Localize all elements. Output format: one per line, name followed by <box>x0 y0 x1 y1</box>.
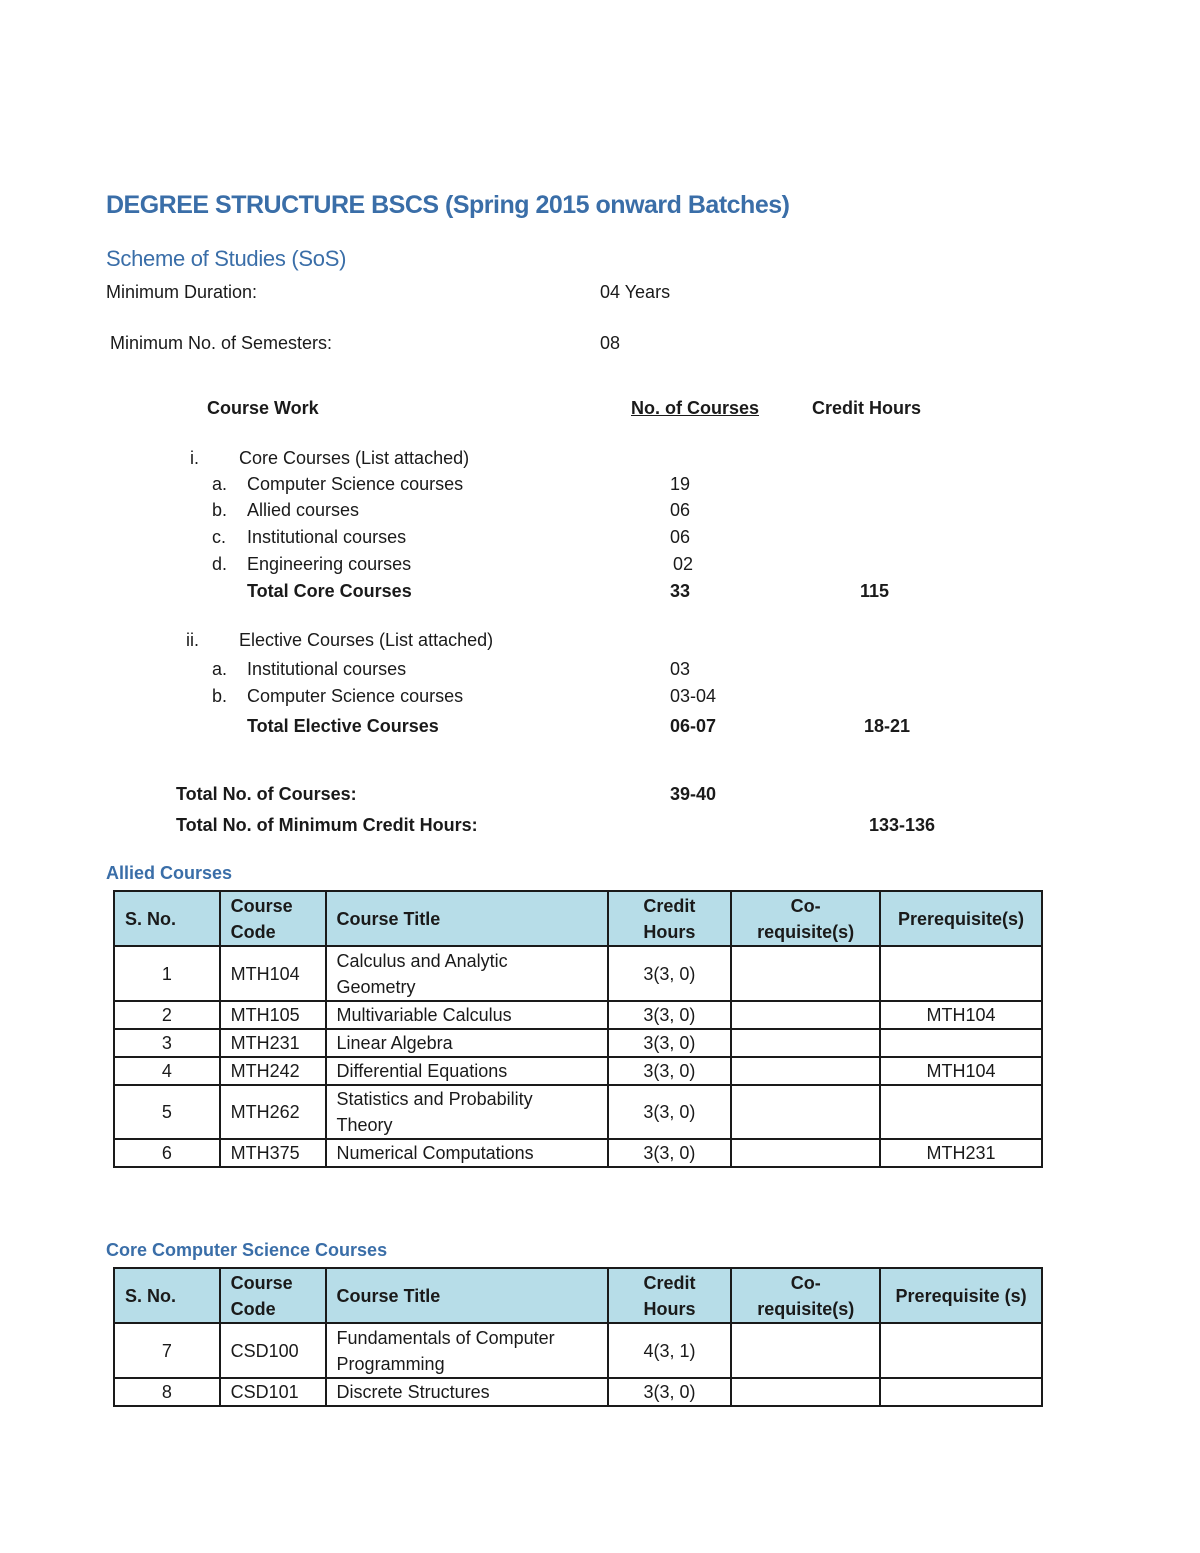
header-course-code: Course Code <box>220 891 326 946</box>
table-row <box>114 946 1042 1001</box>
table-row <box>114 1378 1042 1406</box>
list-item-count: 06 <box>670 527 691 547</box>
cell-title: Numerical Computations <box>326 1139 608 1167</box>
cell-credit: 3(3, 0) <box>608 946 732 1001</box>
list-item-letter: b. <box>212 686 228 706</box>
table-row <box>114 1085 1042 1139</box>
list-item-count: 03 <box>670 659 691 679</box>
list-item-name: Allied courses <box>247 500 360 520</box>
core-cs-section-title: Core Computer Science Courses <box>106 1240 388 1260</box>
list-item-letter: a. <box>212 474 228 494</box>
cell-code: MTH105 <box>220 1001 326 1029</box>
cell-coreq <box>731 1001 880 1029</box>
cell-prereq <box>880 946 1042 1001</box>
header-credit-hours: Credit Hours <box>608 891 732 946</box>
page-subtitle: Scheme of Studies (SoS) <box>106 246 347 271</box>
cell-prereq <box>880 1085 1042 1139</box>
total-courses-label: Total No. of Courses: <box>176 784 357 804</box>
cell-sno: 8 <box>114 1378 220 1406</box>
cell-prereq: MTH231 <box>880 1139 1042 1167</box>
header-course-title: Course Title <box>326 891 608 946</box>
table-row <box>114 1001 1042 1029</box>
total-courses-value: 39-40 <box>670 784 717 804</box>
cell-prereq <box>880 1029 1042 1057</box>
header-prerequisites: Prerequisite (s) <box>880 1268 1042 1323</box>
cell-title: Multivariable Calculus <box>326 1001 608 1029</box>
list-item-name: Institutional courses <box>247 527 407 547</box>
courses-count-header: No. of Courses <box>631 398 760 418</box>
list-item-count: 03-04 <box>670 686 717 706</box>
cell-credit: 4(3, 1) <box>608 1323 732 1378</box>
table-header-row <box>114 891 1042 946</box>
table-row <box>114 1029 1042 1057</box>
list-item-letter: b. <box>212 500 228 520</box>
header-prerequisites: Prerequisite(s) <box>880 891 1042 946</box>
cell-coreq <box>731 1057 880 1085</box>
allied-section-title: Allied Courses <box>106 863 233 883</box>
list-item-name: Computer Science courses <box>247 474 464 494</box>
cell-prereq: MTH104 <box>880 1057 1042 1085</box>
cell-sno: 4 <box>114 1057 220 1085</box>
cell-title: Calculus and Analytic Geometry <box>326 946 608 1001</box>
list-item-count: 19 <box>670 474 691 494</box>
min-duration-label: Minimum Duration: <box>106 282 258 302</box>
list-item-name: Institutional courses <box>247 659 407 679</box>
cell-title: Discrete Structures <box>326 1378 608 1406</box>
cell-coreq <box>731 946 880 1001</box>
min-semesters-label: Minimum No. of Semesters: <box>110 333 333 353</box>
core-cs-courses-table <box>113 1267 1043 1407</box>
cell-sno: 6 <box>114 1139 220 1167</box>
total-credits-label: Total No. of Minimum Credit Hours: <box>176 815 478 835</box>
cell-sno: 7 <box>114 1323 220 1378</box>
cell-title: Fundamentals of Computer Programming <box>326 1323 608 1378</box>
table-header-row <box>114 1268 1042 1323</box>
total-core-label: Total Core Courses <box>247 581 412 601</box>
total-credits-value: 133-136 <box>869 815 936 835</box>
list-item-name: Computer Science courses <box>247 686 464 706</box>
cell-code: MTH242 <box>220 1057 326 1085</box>
header-corequisites: Co- requisite(s) <box>731 1268 880 1323</box>
list-item-letter: d. <box>212 554 228 574</box>
header-course-title: Course Title <box>326 1268 608 1323</box>
cell-title: Differential Equations <box>326 1057 608 1085</box>
cell-prereq <box>880 1323 1042 1378</box>
credit-hours-header: Credit Hours <box>812 398 922 418</box>
table-row <box>114 1323 1042 1378</box>
elective-courses-title: Elective Courses (List attached) <box>239 630 494 650</box>
list-item-count: 02 <box>673 554 694 574</box>
cell-prereq <box>880 1378 1042 1406</box>
header-course-code: Course Code <box>220 1268 326 1323</box>
cell-credit: 3(3, 0) <box>608 1057 732 1085</box>
header-corequisites: Co- requisite(s) <box>731 891 880 946</box>
cell-code: MTH104 <box>220 946 326 1001</box>
total-elective-label: Total Elective Courses <box>247 716 439 736</box>
list-item-letter: a. <box>212 659 228 679</box>
cell-code: MTH231 <box>220 1029 326 1057</box>
cell-coreq <box>731 1029 880 1057</box>
cell-credit: 3(3, 0) <box>608 1085 732 1139</box>
elective-numeral: ii. <box>186 630 199 650</box>
list-item-count: 06 <box>670 500 691 520</box>
cell-sno: 2 <box>114 1001 220 1029</box>
cell-coreq <box>731 1378 880 1406</box>
cell-code: MTH375 <box>220 1139 326 1167</box>
cell-title: Statistics and Probability Theory <box>326 1085 608 1139</box>
cell-coreq <box>731 1139 880 1167</box>
core-numeral: i. <box>190 448 199 468</box>
cell-sno: 5 <box>114 1085 220 1139</box>
cell-title: Linear Algebra <box>326 1029 608 1057</box>
cell-code: CSD100 <box>220 1323 326 1378</box>
min-duration-value: 04 Years <box>600 282 671 302</box>
header-sno: S. No. <box>114 1268 220 1323</box>
cell-prereq: MTH104 <box>880 1001 1042 1029</box>
cell-coreq <box>731 1323 880 1378</box>
total-elective-credits: 18-21 <box>864 716 911 736</box>
cell-sno: 3 <box>114 1029 220 1057</box>
header-credit-hours: Credit Hours <box>608 1268 732 1323</box>
cell-code: MTH262 <box>220 1085 326 1139</box>
cell-credit: 3(3, 0) <box>608 1378 732 1406</box>
cell-credit: 3(3, 0) <box>608 1001 732 1029</box>
coursework-header: Course Work <box>207 398 319 418</box>
header-sno: S. No. <box>114 891 220 946</box>
allied-courses-table <box>113 890 1043 1168</box>
table-row <box>114 1057 1042 1085</box>
cell-code: CSD101 <box>220 1378 326 1406</box>
cell-credit: 3(3, 0) <box>608 1139 732 1167</box>
total-core-credits: 115 <box>860 581 890 601</box>
total-core-count: 33 <box>670 581 691 601</box>
total-elective-count: 06-07 <box>670 716 717 736</box>
cell-sno: 1 <box>114 946 220 1001</box>
cell-credit: 3(3, 0) <box>608 1029 732 1057</box>
core-courses-title: Core Courses (List attached) <box>239 448 470 468</box>
min-semesters-value: 08 <box>600 333 621 353</box>
table-row <box>114 1139 1042 1167</box>
list-item-name: Engineering courses <box>247 554 412 574</box>
list-item-letter: c. <box>212 527 227 547</box>
cell-coreq <box>731 1085 880 1139</box>
page-title: DEGREE STRUCTURE BSCS (Spring 2015 onward Batches) <box>106 191 790 219</box>
